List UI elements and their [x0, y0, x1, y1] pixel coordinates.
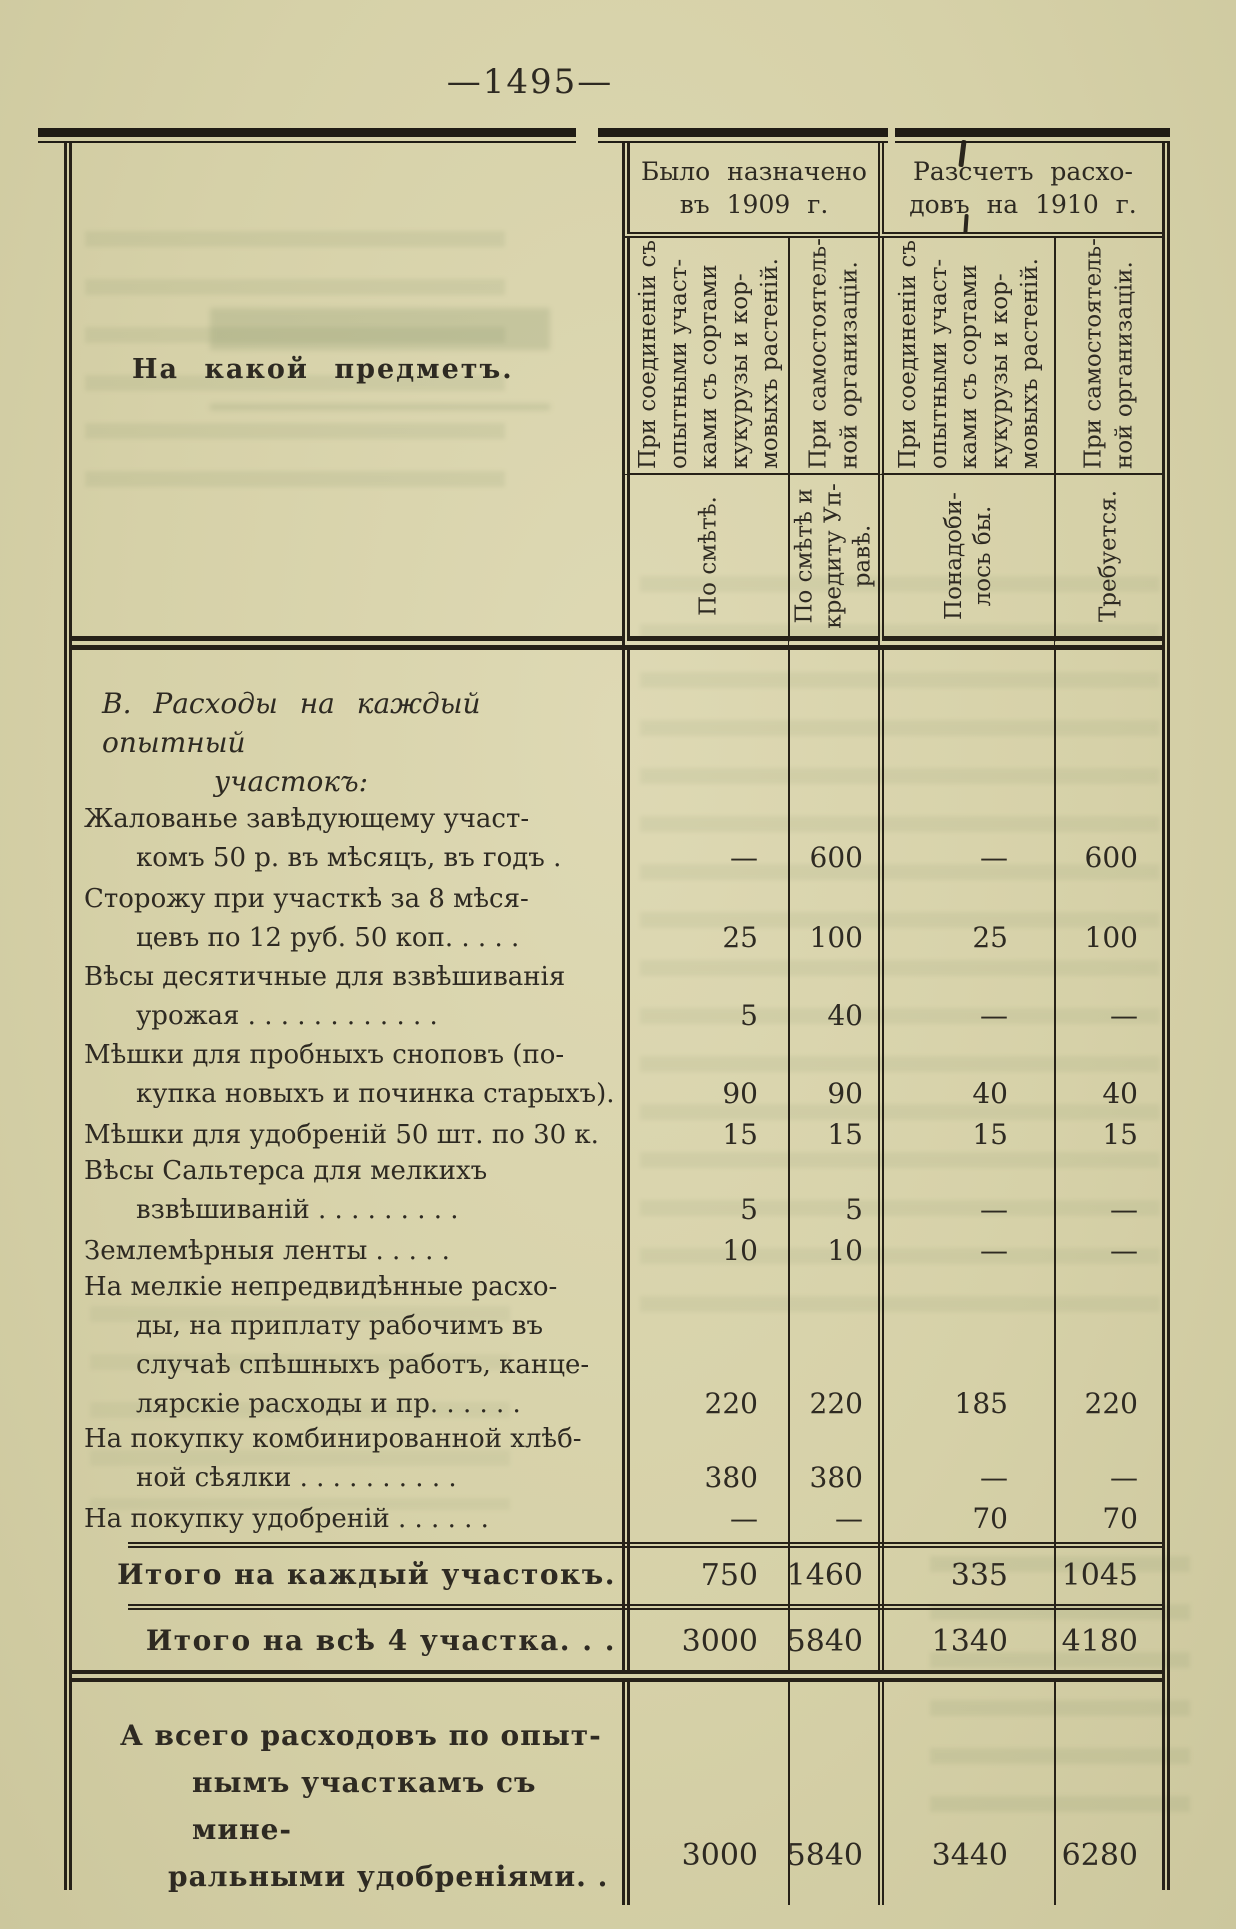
- value-cell: 3000: [622, 1682, 788, 1905]
- rotated-sub-label-text: По смѣтѣ.: [695, 495, 722, 616]
- row-label: На покупку комбинированной хлѣб- ной сѣялки . . . . . . . . . .: [84, 1424, 582, 1493]
- rotated-column-header: [788, 238, 878, 475]
- rotated-header-text: При самостоятель- ной организаціи.: [1080, 237, 1137, 469]
- value-cell: 15: [788, 1116, 878, 1160]
- rotated-sub-label-text: По смѣтѣ и кредиту Уп- равѣ.: [791, 482, 876, 629]
- value-cell: 5: [622, 958, 788, 1041]
- value-cell: —: [878, 1152, 1054, 1235]
- table-header: [72, 143, 1162, 650]
- top-rule-segment: [598, 128, 888, 143]
- value-cell: 100: [788, 880, 878, 963]
- value-cell: —: [788, 1500, 878, 1544]
- value-cell: [878, 650, 1054, 806]
- value-cell: 750: [622, 1542, 788, 1604]
- value-cell: 10: [788, 1232, 878, 1276]
- value-cell: 40: [1054, 1036, 1162, 1119]
- value-cell: —: [878, 1232, 1054, 1276]
- section-heading-row: [72, 650, 1162, 800]
- rotated-sub-label: [1054, 475, 1162, 650]
- table-row: [72, 1036, 1162, 1116]
- grand-total-row: [72, 1670, 1162, 1893]
- value-cell: —: [1054, 1152, 1162, 1235]
- rotated-sub-label: [878, 475, 1054, 650]
- value-cell: 380: [788, 1420, 878, 1503]
- value-cell: [622, 650, 788, 806]
- value-cell: 3000: [622, 1604, 788, 1670]
- value-cell: —: [1054, 1232, 1162, 1276]
- value-cell: 100: [1054, 880, 1162, 963]
- rotated-header-text: При соединеніи съ опытными участ- ками съ сортами кукурузы и кор- мовыхъ растеній.: [634, 239, 783, 469]
- value-cell: 10: [622, 1232, 788, 1276]
- value-cell: 90: [788, 1036, 878, 1119]
- budget-table: [64, 143, 1170, 1893]
- value-cell: —: [878, 958, 1054, 1041]
- value-cell: —: [622, 1500, 788, 1544]
- rotated-header-text: При соединеніи съ опытными участ- ками съ сортами кукурузы и кор- мовыхъ растеній.: [894, 239, 1043, 469]
- value-cell: 185: [878, 1268, 1054, 1429]
- group-header-line: въ 1909 г.: [679, 190, 829, 219]
- table-row: [72, 1116, 1162, 1152]
- table-row: [72, 958, 1162, 1036]
- value-cell: 70: [878, 1500, 1054, 1544]
- table-row: [72, 1232, 1162, 1268]
- table-row: [72, 1420, 1162, 1500]
- value-cell: 5: [622, 1152, 788, 1235]
- value-cell: —: [1054, 1420, 1162, 1503]
- value-cell: —: [1054, 958, 1162, 1041]
- page-number: —1495—: [446, 62, 614, 102]
- value-cell: 1340: [878, 1604, 1054, 1670]
- value-cell: 70: [1054, 1500, 1162, 1544]
- group-header-1910: [878, 143, 1162, 238]
- value-cell: 40: [878, 1036, 1054, 1119]
- rotated-column-header: [622, 238, 788, 475]
- row-label: На мелкіе непредвидѣнные расхо- ды, на приплату рабочимъ въ случаѣ спѣшныхъ работъ, канце- лярскіе расходы и пр. . . . . .: [84, 1272, 590, 1419]
- value-cell: [1054, 650, 1162, 806]
- value-cell: 25: [878, 880, 1054, 963]
- value-cell: 220: [1054, 1268, 1162, 1429]
- value-cell: 15: [622, 1116, 788, 1160]
- rotated-column-header: [878, 238, 1054, 475]
- rotated-header-text: При самостоятель- ной организаціи.: [805, 237, 862, 469]
- row-label: Мѣшки для удобреній 50 шт. по 30 к.: [84, 1120, 599, 1150]
- rotated-sub-label: [622, 475, 788, 650]
- value-cell: —: [878, 1420, 1054, 1503]
- top-rule-segment: [38, 128, 576, 143]
- value-cell: 5: [788, 1152, 878, 1235]
- rotated-column-header: [1054, 238, 1162, 475]
- table-row: [72, 880, 1162, 958]
- total-label: Итого на каждый участокъ.: [117, 1558, 616, 1591]
- value-cell: 4180: [1054, 1604, 1162, 1670]
- grand-total-label: А всего расходовъ по опыт- нымъ участкамъ съ мине- ральными удобреніями. .: [120, 1719, 609, 1893]
- row-label: Сторожу при участкѣ за 8 мѣся- цевъ по 12 руб. 50 коп. . . . .: [84, 884, 529, 953]
- group-header-line: Было назначено: [641, 157, 867, 186]
- value-cell: 220: [788, 1268, 878, 1429]
- row-label: Землемѣрныя ленты . . . . .: [84, 1236, 450, 1266]
- total-row-per-plot: [72, 1542, 1162, 1604]
- value-cell: 1460: [788, 1542, 878, 1604]
- value-cell: —: [622, 800, 788, 883]
- row-label: Вѣсы десятичные для взвѣшиванія урожая . . . . . . . . . . . .: [84, 962, 566, 1031]
- value-cell: 1045: [1054, 1542, 1162, 1604]
- row-label: Вѣсы Сальтерса для мелкихъ взвѣшиваній . . . . . . . . .: [84, 1156, 488, 1225]
- group-header-line: довъ на 1910 г.: [909, 190, 1137, 219]
- value-cell: 5840: [788, 1604, 878, 1670]
- value-cell: 3440: [878, 1682, 1054, 1905]
- value-cell: [788, 650, 878, 806]
- section-heading-line: В. Расходы на каждый опытный: [102, 687, 481, 759]
- top-rule-segment: [895, 128, 1170, 143]
- value-cell: 380: [622, 1420, 788, 1503]
- rotated-sub-label: [788, 475, 878, 650]
- value-cell: 335: [878, 1542, 1054, 1604]
- table-row: [72, 800, 1162, 880]
- rotated-sub-label-text: Требуется.: [1095, 489, 1122, 622]
- value-cell: 600: [1054, 800, 1162, 883]
- row-label: На покупку удобреній . . . . . .: [84, 1504, 489, 1534]
- value-cell: 220: [622, 1268, 788, 1429]
- row-label: Мѣшки для пробныхъ сноповъ (по- купка новыхъ и починка старыхъ).: [84, 1040, 615, 1109]
- group-header-line: Разсчетъ расхо-: [913, 157, 1133, 186]
- value-cell: 40: [788, 958, 878, 1041]
- row-label: Жалованье завѣдующему участ- комъ 50 р. въ мѣсяцъ, въ годъ .: [84, 804, 562, 873]
- section-heading: [72, 650, 622, 806]
- value-cell: —: [878, 800, 1054, 883]
- value-cell: 15: [878, 1116, 1054, 1160]
- value-cell: 90: [622, 1036, 788, 1119]
- section-heading-line: участокъ:: [213, 765, 369, 798]
- table-row: [72, 1268, 1162, 1420]
- value-cell: 25: [622, 880, 788, 963]
- subject-column-header: На какой предметъ.: [72, 143, 622, 650]
- value-cell: 600: [788, 800, 878, 883]
- value-cell: 5840: [788, 1682, 878, 1905]
- group-header-1909: [622, 143, 878, 238]
- value-cell: 15: [1054, 1116, 1162, 1160]
- total-row-all-plots: [72, 1604, 1162, 1670]
- table-row: [72, 1152, 1162, 1232]
- rotated-sub-label-text: Понадоби- лось бы.: [941, 491, 996, 620]
- total-label: Итого на всѣ 4 участка. . .: [145, 1624, 616, 1657]
- table-row: [72, 1500, 1162, 1542]
- value-cell: 6280: [1054, 1682, 1162, 1905]
